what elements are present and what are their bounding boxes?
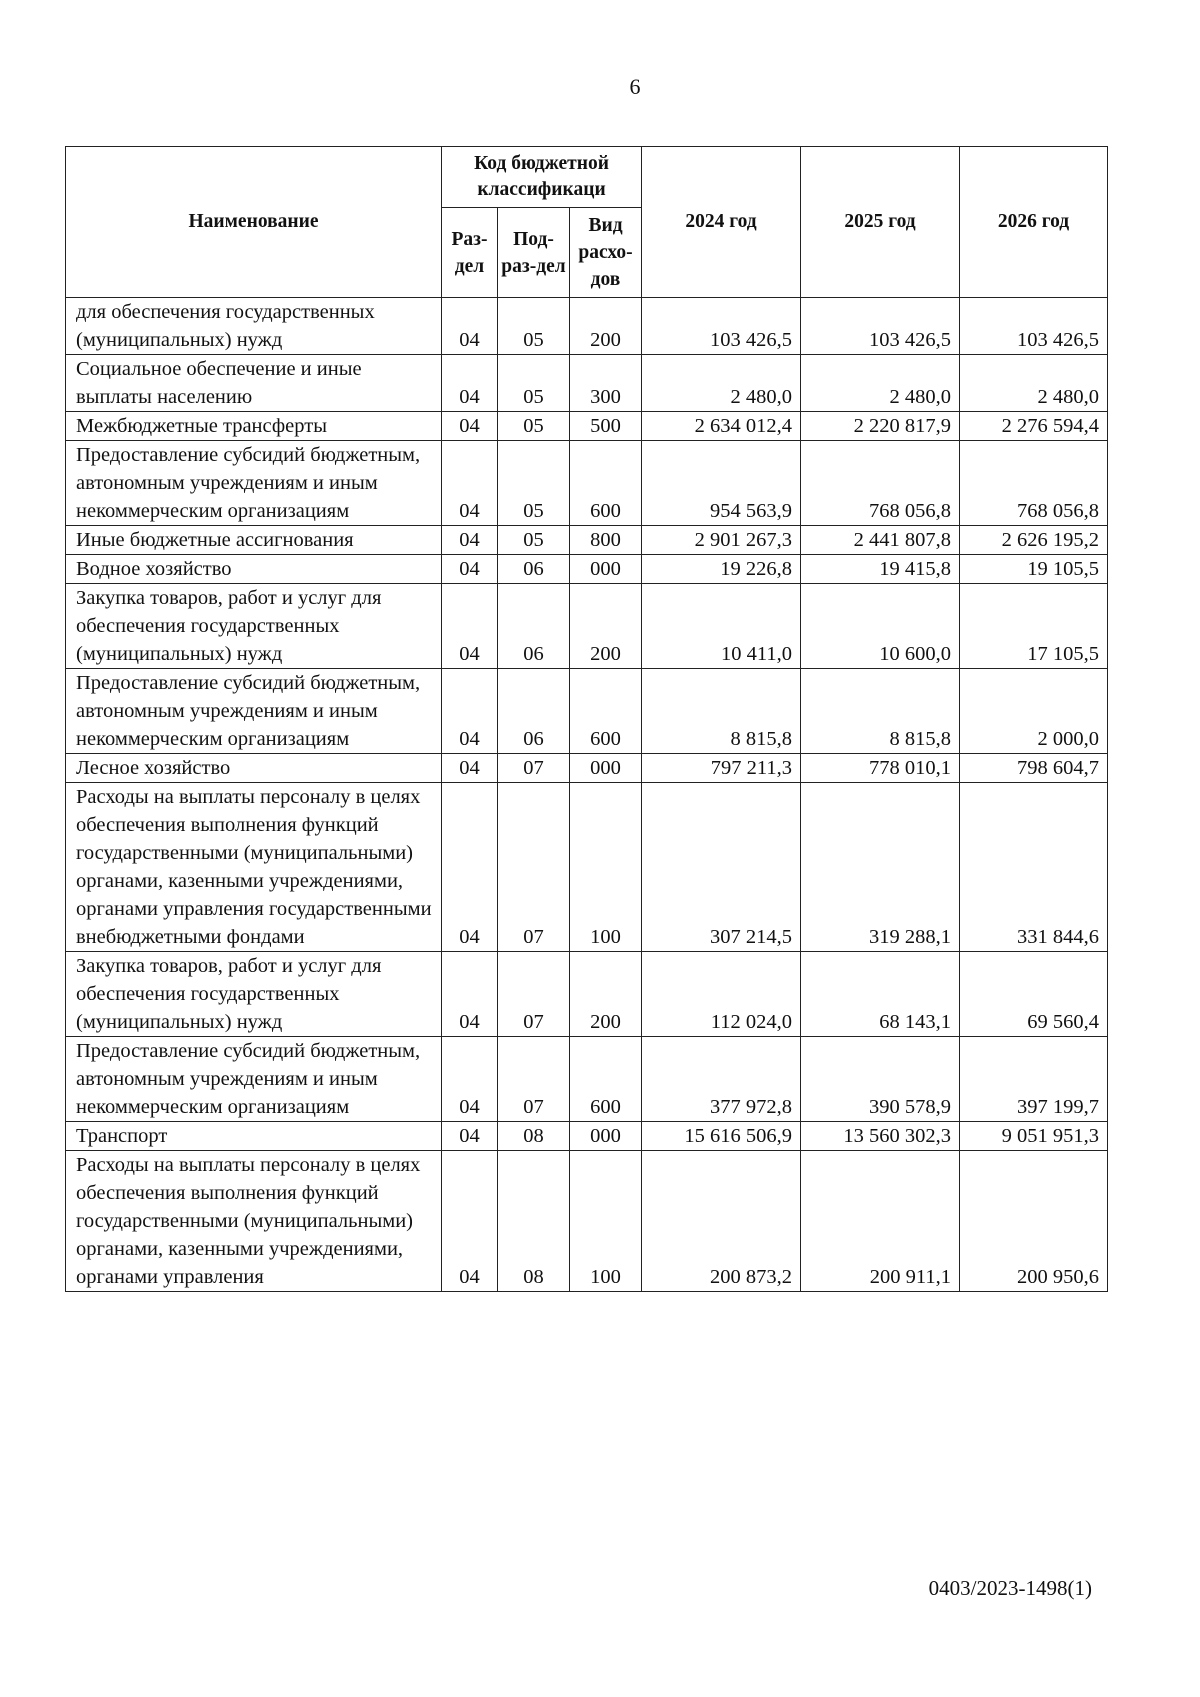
cell-expense-type: 000 xyxy=(570,754,642,783)
cell-2025: 13 560 302,3 xyxy=(801,1122,960,1151)
page-number: 6 xyxy=(629,74,641,99)
cell-subsection: 08 xyxy=(498,1122,570,1151)
cell-2024: 307 214,5 xyxy=(642,783,801,952)
cell-subsection: 07 xyxy=(498,754,570,783)
table-row xyxy=(66,584,1108,669)
cell-name: Расходы на выплаты персоналу в целях обеспечения выполнения функций государственными (муниципальными) органами, казенными учреждениями, органами управления xyxy=(66,1151,442,1292)
table-row xyxy=(66,355,1108,412)
cell-2024: 8 815,8 xyxy=(642,669,801,754)
column-header-code-group: Код бюджетной классификаци xyxy=(442,147,642,208)
table-row xyxy=(66,526,1108,555)
cell-subsection: 08 xyxy=(498,1151,570,1292)
cell-2026: 69 560,4 xyxy=(960,952,1108,1037)
cell-2025: 68 143,1 xyxy=(801,952,960,1037)
cell-section: 04 xyxy=(442,952,498,1037)
cell-2026: 200 950,6 xyxy=(960,1151,1108,1292)
cell-name: Предоставление субсидий бюджетным, автономным учреждениям и иным некоммерческим организациям xyxy=(66,441,442,526)
table-header xyxy=(66,147,1108,298)
cell-2026: 397 199,7 xyxy=(960,1037,1108,1122)
cell-2026: 2 480,0 xyxy=(960,355,1108,412)
cell-name: Расходы на выплаты персоналу в целях обеспечения выполнения функций государственными (муниципальными) органами, казенными учреждениями, органами управления государственными внебюджетными фондами xyxy=(66,783,442,952)
table-row xyxy=(66,298,1108,355)
column-header-section: Раз-дел xyxy=(442,208,498,298)
cell-name: Водное хозяйство xyxy=(66,555,442,584)
cell-expense-type: 100 xyxy=(570,783,642,952)
cell-2025: 778 010,1 xyxy=(801,754,960,783)
cell-subsection: 05 xyxy=(498,441,570,526)
table-row xyxy=(66,441,1108,526)
cell-2025: 8 815,8 xyxy=(801,669,960,754)
cell-2026: 19 105,5 xyxy=(960,555,1108,584)
cell-name: Межбюджетные трансферты xyxy=(66,412,442,441)
cell-2024: 2 634 012,4 xyxy=(642,412,801,441)
cell-section: 04 xyxy=(442,584,498,669)
column-header-subsection: Под-раз-дел xyxy=(498,208,570,298)
cell-expense-type: 000 xyxy=(570,1122,642,1151)
cell-section: 04 xyxy=(442,754,498,783)
cell-name: Социальное обеспечение и иные выплаты населению xyxy=(66,355,442,412)
cell-name: для обеспечения государственных (муниципальных) нужд xyxy=(66,298,442,355)
cell-2024: 112 024,0 xyxy=(642,952,801,1037)
cell-2025: 200 911,1 xyxy=(801,1151,960,1292)
table-row xyxy=(66,1122,1108,1151)
table-row xyxy=(66,1151,1108,1292)
cell-expense-type: 800 xyxy=(570,526,642,555)
table-row xyxy=(66,669,1108,754)
cell-section: 04 xyxy=(442,298,498,355)
cell-2025: 319 288,1 xyxy=(801,783,960,952)
cell-2026: 2 276 594,4 xyxy=(960,412,1108,441)
cell-2024: 19 226,8 xyxy=(642,555,801,584)
table-row xyxy=(66,412,1108,441)
cell-expense-type: 600 xyxy=(570,669,642,754)
cell-2026: 9 051 951,3 xyxy=(960,1122,1108,1151)
cell-section: 04 xyxy=(442,1037,498,1122)
column-header-expense-type: Вид расхо-дов xyxy=(570,208,642,298)
cell-section: 04 xyxy=(442,441,498,526)
cell-subsection: 07 xyxy=(498,952,570,1037)
cell-name: Лесное хозяйство xyxy=(66,754,442,783)
table-row xyxy=(66,952,1108,1037)
cell-2026: 103 426,5 xyxy=(960,298,1108,355)
cell-expense-type: 600 xyxy=(570,441,642,526)
table-row xyxy=(66,783,1108,952)
cell-expense-type: 300 xyxy=(570,355,642,412)
column-header-name: Наименование xyxy=(66,147,442,298)
cell-subsection: 05 xyxy=(498,526,570,555)
cell-2025: 768 056,8 xyxy=(801,441,960,526)
cell-section: 04 xyxy=(442,355,498,412)
cell-subsection: 05 xyxy=(498,355,570,412)
cell-subsection: 06 xyxy=(498,555,570,584)
cell-2024: 15 616 506,9 xyxy=(642,1122,801,1151)
cell-2024: 797 211,3 xyxy=(642,754,801,783)
cell-2024: 2 901 267,3 xyxy=(642,526,801,555)
table-body xyxy=(66,298,1108,1292)
cell-expense-type: 000 xyxy=(570,555,642,584)
cell-2025: 2 441 807,8 xyxy=(801,526,960,555)
document-number: 0403/2023-1498(1) xyxy=(928,1576,1092,1600)
cell-2025: 10 600,0 xyxy=(801,584,960,669)
cell-section: 04 xyxy=(442,1122,498,1151)
cell-name: Предоставление субсидий бюджетным, автономным учреждениям и иным некоммерческим организациям xyxy=(66,1037,442,1122)
cell-section: 04 xyxy=(442,555,498,584)
cell-2025: 103 426,5 xyxy=(801,298,960,355)
cell-subsection: 06 xyxy=(498,584,570,669)
cell-expense-type: 100 xyxy=(570,1151,642,1292)
cell-section: 04 xyxy=(442,783,498,952)
cell-subsection: 07 xyxy=(498,783,570,952)
cell-2025: 2 220 817,9 xyxy=(801,412,960,441)
cell-name: Иные бюджетные ассигнования xyxy=(66,526,442,555)
cell-2024: 2 480,0 xyxy=(642,355,801,412)
table-row xyxy=(66,1037,1108,1122)
cell-2026: 768 056,8 xyxy=(960,441,1108,526)
table-row xyxy=(66,754,1108,783)
cell-2026: 2 626 195,2 xyxy=(960,526,1108,555)
cell-2026: 798 604,7 xyxy=(960,754,1108,783)
cell-name: Предоставление субсидий бюджетным, автономным учреждениям и иным некоммерческим организациям xyxy=(66,669,442,754)
cell-expense-type: 600 xyxy=(570,1037,642,1122)
cell-expense-type: 200 xyxy=(570,584,642,669)
cell-section: 04 xyxy=(442,526,498,555)
column-header-2024: 2024 год xyxy=(642,147,801,298)
cell-2024: 103 426,5 xyxy=(642,298,801,355)
cell-2026: 331 844,6 xyxy=(960,783,1108,952)
cell-subsection: 05 xyxy=(498,298,570,355)
cell-2026: 17 105,5 xyxy=(960,584,1108,669)
cell-expense-type: 500 xyxy=(570,412,642,441)
cell-2024: 200 873,2 xyxy=(642,1151,801,1292)
column-header-2026: 2026 год xyxy=(960,147,1108,298)
cell-2026: 2 000,0 xyxy=(960,669,1108,754)
cell-2024: 377 972,8 xyxy=(642,1037,801,1122)
cell-2025: 19 415,8 xyxy=(801,555,960,584)
cell-name: Закупка товаров, работ и услуг для обеспечения государственных (муниципальных) нужд xyxy=(66,952,442,1037)
cell-subsection: 07 xyxy=(498,1037,570,1122)
cell-section: 04 xyxy=(442,669,498,754)
table-row xyxy=(66,555,1108,584)
cell-name: Транспорт xyxy=(66,1122,442,1151)
cell-name: Закупка товаров, работ и услуг для обеспечения государственных (муниципальных) нужд xyxy=(66,584,442,669)
cell-subsection: 05 xyxy=(498,412,570,441)
budget-table xyxy=(65,146,1108,1292)
cell-expense-type: 200 xyxy=(570,952,642,1037)
cell-section: 04 xyxy=(442,412,498,441)
cell-2024: 10 411,0 xyxy=(642,584,801,669)
cell-subsection: 06 xyxy=(498,669,570,754)
column-header-2025: 2025 год xyxy=(801,147,960,298)
cell-expense-type: 200 xyxy=(570,298,642,355)
cell-2024: 954 563,9 xyxy=(642,441,801,526)
cell-section: 04 xyxy=(442,1151,498,1292)
cell-2025: 390 578,9 xyxy=(801,1037,960,1122)
cell-2025: 2 480,0 xyxy=(801,355,960,412)
